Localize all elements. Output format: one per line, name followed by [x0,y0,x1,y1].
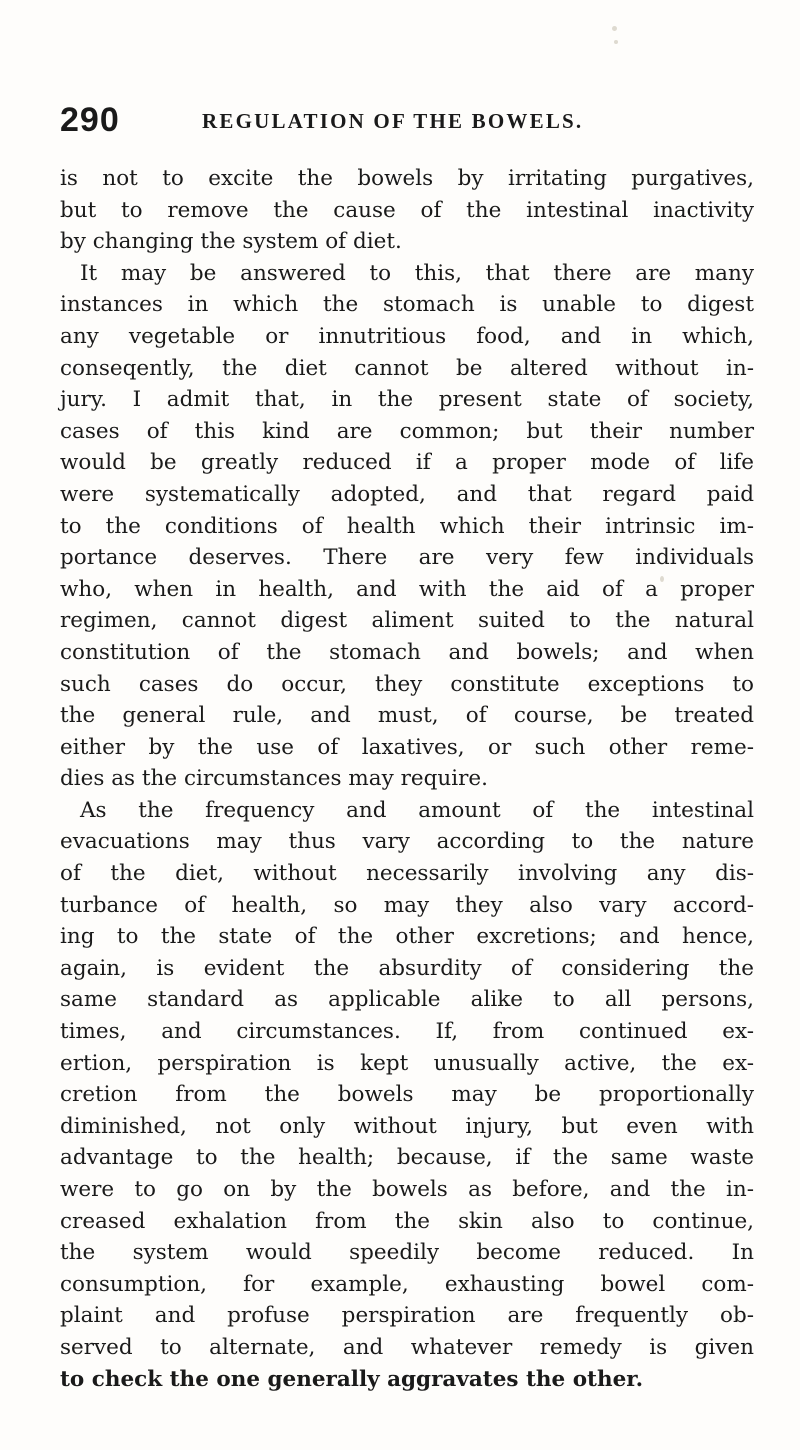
text-line: dies as the circumstances may require. [60,766,488,792]
text-line: It may be answered to this, that there are many [80,260,754,286]
text-line: by changing the system of diet. [60,229,402,255]
text-line: evacuations may thus vary according to the nature [60,829,754,855]
text-line: ertion, perspiration is kept unusually active, the ex- [60,1050,754,1076]
text-line: constitution of the stomach and bowels; and when [60,639,754,665]
text-line: consumption, for example, exhausting bowel com- [60,1271,754,1297]
body-text [60,163,754,1395]
text-line: of the diet, without necessarily involving any dis- [60,861,754,887]
text-line: times, and circumstances. If, from continued ex- [60,1019,754,1045]
text-line: again, is evident the absurdity of considering the [60,955,754,981]
text-line: instances in which the stomach is unable to digest [60,292,754,318]
text-line: the general rule, and must, of course, be treated [60,703,754,729]
paper-speck [614,40,618,44]
text-line: jury. I admit that, in the present state of society, [60,387,754,413]
text-line: were to go on by the bowels as before, and the in- [60,1177,754,1202]
page-header [40,100,770,140]
text-line: portance deserves. There are very few individuals [60,545,754,571]
text-line: would be greatly reduced if a proper mode of life [60,450,754,476]
text-line: turbance of health, so may they also vary accord- [60,892,754,918]
text-line: creased exhalation from the skin also to continue, [60,1208,754,1234]
text-line: same standard as applicable alike to all persons, [60,987,754,1013]
text-line: is not to excite the bowels by irritating purgatives, [60,166,754,191]
text-line: to check the one generally aggravates the other. [60,1366,644,1392]
text-line: such cases do occur, they constitute exceptions to [60,671,754,697]
text-line: the system would speedily become reduced. In [60,1240,754,1266]
text-line: conseqently, the diet cannot be altered without in- [60,355,754,381]
text-line: to the conditions of health which their intrinsic im- [60,513,754,539]
text-line: any vegetable or innutritious food, and in which, [60,323,754,349]
text-line: either by the use of laxatives, or such other reme- [60,734,754,760]
text-line: cretion from the bowels may be proportionally [60,1082,754,1108]
text-line: served to alternate, and whatever remedy is given [60,1334,754,1360]
text-line: plaint and profuse perspiration are frequently ob- [60,1303,754,1329]
text-line: ing to the state of the other excretions; and hence, [60,924,754,950]
text-line: cases of this kind are common; but their number [60,418,754,444]
text-line: were systematically adopted, and that regard paid [60,481,754,507]
text-line: As the frequency and amount of the intestinal [80,797,754,823]
text-line: but to remove the cause of the intestinal inactivity [60,197,754,223]
text-line: advantage to the health; because, if the same waste [60,1145,754,1171]
text-line: who, when in health, and with the aid of a proper [60,576,754,602]
page-number: 290 [60,101,120,139]
text-line: diminished, not only without injury, but even with [60,1113,754,1139]
text-line: regimen, cannot digest aliment suited to the natural [60,608,754,634]
running-head: REGULATION OF THE BOWELS. [202,109,584,133]
paper-speck [612,26,617,31]
